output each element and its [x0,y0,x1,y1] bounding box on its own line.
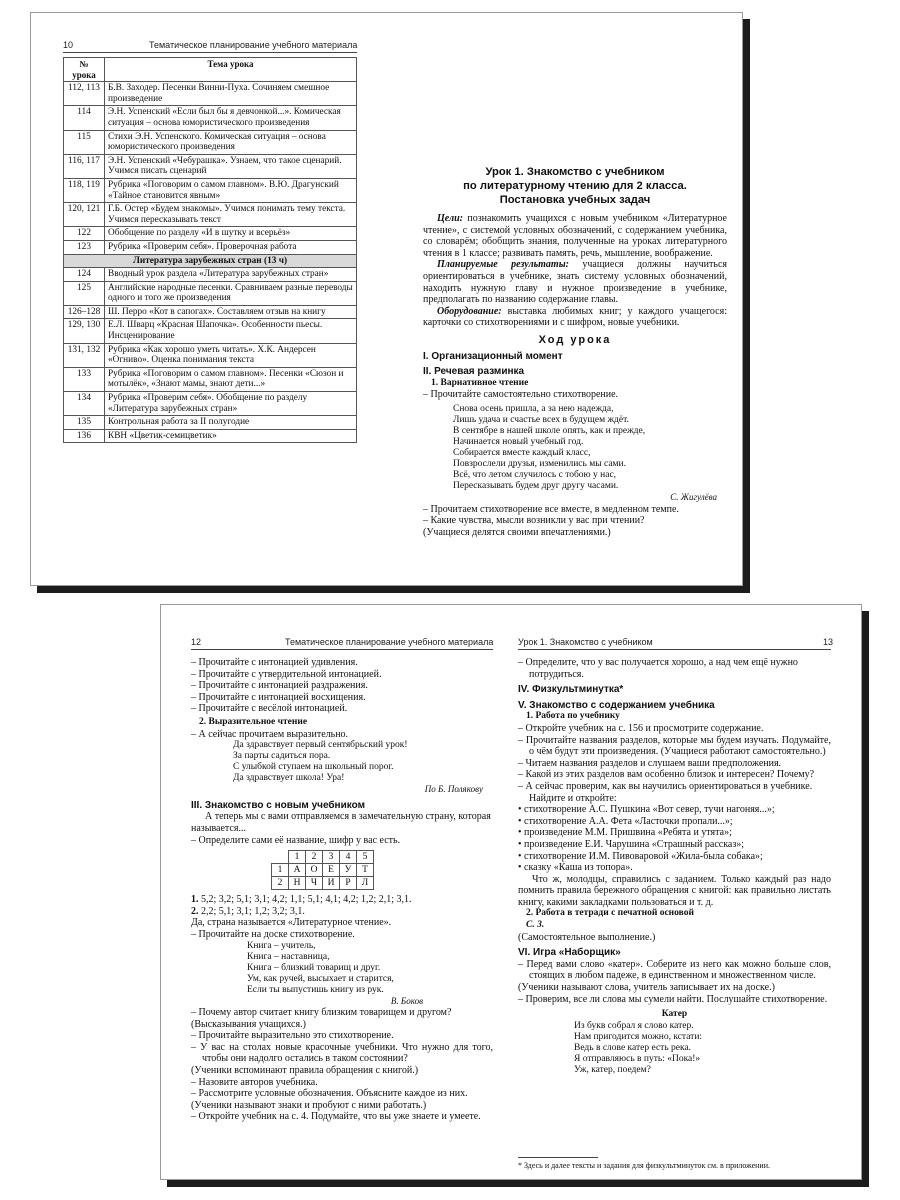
list-item [518,827,831,839]
list-item [518,804,831,816]
lesson-topic-cell: Рубрика «Как хорошо уметь читать». Х.К. Андерсен «Огниво». Оценка понимания текста [105,343,357,367]
equipment-label: Оборудование: [437,305,502,317]
cipher-cell: Ч [306,877,323,890]
instruction-line: – Прочитайте с интонацией удивления. [191,657,358,668]
poem-block [518,1021,831,1076]
cipher-cell: 1 [289,851,306,864]
lesson-number-cell: 115 [64,130,105,154]
lesson-topic-cell: Б.В. Заходер. Песенки Винни-Пуха. Сочиняем смешное произведение [105,82,357,106]
lesson-number-cell: 118, 119 [64,178,105,202]
lesson-topic-cell: Рубрика «Поговорим о самом главном». В.Ю. Драгунский «Тайное становится явным» [105,178,357,202]
subsection-heading: 2. Выразительное чтение [199,716,308,727]
poem-block [191,740,493,784]
bullet-icon: • [518,850,525,862]
instruction-line: – Прочитайте с интонацией раздражения. [191,680,368,692]
goals-paragraph [423,213,727,259]
poem-line: Снова осень пришла, а за нею надежда, [453,403,614,414]
lesson-topic-cell: Э.Н. Успенский «Чебурашка». Узнаем, что такое сценарий. Учимся писать сценарий [105,154,357,178]
table-header-row [64,58,357,82]
list-item-text: стихотворение И.М. Пивоваровой «Жила-была собака»; [524,850,763,862]
lesson-number-cell: 131, 132 [64,343,105,367]
instruction-line: – Определите сами её название, шифр у вас есть. [191,834,401,846]
lesson-topic-cell: Е.Л. Шварц «Красная Шапочка». Особенности пьесы. Инсценирование [105,319,357,343]
left-column [191,657,493,1123]
table-row [64,429,357,443]
poem-line: Повзрослели друзья, изменились мы сами. [453,458,627,469]
poem-line: Если ты выпустишь книгу из рук. [247,984,384,995]
table-row [64,416,357,430]
lesson-title-line-3: Постановка учебных задач [499,194,651,206]
footnote: * Здесь и далее тексты и задания для физкультминуток см. в приложении. [518,1161,770,1170]
page-10-sheet [30,12,743,586]
lesson-topic-cell: Рубрика «Поговорим о самом главном». Песенки «Сюзон и мотылёк», «Знают мамы, знают дети...» [105,367,357,391]
subsection-heading: 1. Вариативное чтение [431,377,529,388]
poem-line: Лишь удача и счастье всех в будущем ждёт. [453,414,629,425]
code-line-1 [191,894,493,906]
poem-line: За парты садиться пора. [233,751,331,762]
lesson-number-cell: 126–128 [64,305,105,319]
cipher-cell: 5 [357,851,374,864]
poem-line: Нам пригодится можно, кстати: [574,1031,703,1042]
cipher-cell: Т [357,864,374,877]
student-note: (Учащиеся делятся своими впечатлениями.) [423,526,611,538]
cipher-header-row [272,851,374,864]
footnote-rule [518,1157,598,1158]
lesson-topic-cell: КВН «Цветик-семицветик» [105,429,357,443]
poem-line: Начинается новый учебный год. [453,436,584,447]
lesson-topic-cell: Э.Н. Успенский «Если был бы я девчонкой...». Комическая ситуация – основа юмористического произведения [105,106,357,130]
lesson-number-cell: 136 [64,429,105,443]
equipment-paragraph [423,306,727,329]
list-item [518,816,831,828]
instruction-line: – Откройте учебник на с. 4. Подумайте, что вы уже знаете и умеете. [191,1111,481,1123]
subsection-heading: 2. Работа в тетради с печатной основой [526,908,694,919]
poem-line: Уж, катер, поедем? [574,1064,651,1075]
cipher-cell: О [306,864,323,877]
student-note: (Ученики вспоминают правила обращения с книгой.) [191,1065,419,1077]
poem-line: Да здравствует школа! Ура! [233,773,345,784]
column-header-number: № урока [64,58,105,82]
lesson-topic-cell: Вводный урок раздела «Литература зарубежных стран» [105,268,357,282]
cipher-cell: 2 [306,851,323,864]
bullet-icon: • [518,838,525,850]
goals-label: Цели: [437,213,463,224]
code-label: 1. [191,894,199,906]
answer-line: Да, страна называется «Литературное чтение». [191,917,392,929]
list-item-text: произведение М.М. Пришвина «Ребята и утята»; [524,827,732,839]
lesson-column [423,165,727,538]
page-number: 10 [63,40,74,50]
poem-title: Катер [661,1009,688,1020]
student-note: (Высказывания учащихся.) [191,1018,306,1030]
section-heading-1: I. Организационный момент [423,350,563,362]
poem-line: Всё, что летом случилось с тобою у нас, [453,469,617,480]
table-row [64,203,357,227]
running-header: Тематическое планирование учебного материала [149,40,358,50]
book-search-list [518,804,831,874]
paragraph: Что ж, молодцы, справились с заданием. Только каждый раз надо помнить правила бережного обращения с книгой: как правильно листать книгу, какими закладками пользоваться и т. д. [518,873,831,908]
poem-line: Ум, как ручей, высыхает и старится, [247,973,394,984]
instruction-line: – Рассмотрите условные обозначения. Объясните каждое из них. [191,1088,468,1100]
list-item-text: стихотворение А.А. Фета «Ласточки пропали...»; [524,815,733,827]
table-row [64,227,357,241]
results-label: Планируемые результаты: [437,259,569,271]
poem-line: Пересказывать будем друг другу часами. [453,480,619,491]
bullet-icon: • [518,862,525,874]
cipher-cell: И [323,877,340,890]
table-row [64,106,357,130]
poem-block [191,941,493,996]
table-body [64,82,357,443]
cipher-table [271,850,374,890]
lesson-number-cell: 112, 113 [64,82,105,106]
student-note: (Ученики называют знаки и пробуют с ними работать.) [191,1099,427,1111]
code-line-2 [191,906,493,918]
cipher-cell: Р [340,877,357,890]
lesson-number-cell: 123 [64,240,105,254]
student-note: (Ученики называют слова, учитель записывает их на доске.) [518,982,775,994]
lesson-topic-cell: Стихи Э.Н. Успенского. Комическая ситуация – основа юмористического произведения [105,130,357,154]
header-rule [63,52,357,53]
lesson-flow-heading: Ход урока [538,333,612,346]
poem-line: Ведь в слове катер есть река. [574,1042,692,1053]
instruction-line: – Прочитайте названия разделов, которые мы будем изучать. Подумайте, о чём будут эти произведения. (Учащиеся работают самостоятельно.) [518,734,831,758]
running-header-right: Урок 1. Знакомство с учебником [518,637,653,647]
instruction-line: – Проверим, все ли слова мы сумели найти. Послушайте стихотворение. [518,993,828,1005]
lesson-number-cell: 135 [64,416,105,430]
poem-block [423,404,727,492]
lesson-title-line-2: по литературному чтению для 2 класса. [463,180,687,192]
results-paragraph [423,259,727,305]
page-12-13-spread [160,604,862,1180]
instruction-line: – Прочитайте самостоятельно стихотворение. [423,389,619,401]
code-label: 2. [191,905,199,917]
section-heading-6: VI. Игра «Наборщик» [518,947,621,959]
lesson-topic-cell: Г.Б. Остер «Будем знакомы». Учимся понимать тему текста. Учимся пересказывать текст [105,203,357,227]
instruction-line: – Прочитаем стихотворение все вместе, в медленном темпе. [423,503,679,515]
list-item-text: стихотворение А.С. Пушкина «Вот север, тучи нагоняя...»; [524,804,775,816]
cipher-cell: 1 [272,864,289,877]
lesson-topic-cell: Обобщение по разделу «И в шутку и всерьёз» [105,227,357,241]
instruction-line: – А сейчас проверим, как вы научились ориентироваться в учебнике. Найдите и откройте: [518,780,813,804]
column-header-topic: Тема урока [105,58,357,82]
instruction-line: – Определите, что у вас получается хорошо, а над чем ещё нужно потрудиться. [518,657,798,680]
cipher-cell: У [340,864,357,877]
lesson-number-cell: 124 [64,268,105,282]
lesson-number-cell: 134 [64,392,105,416]
table-row [64,154,357,178]
code-values: 2,2; 5,1; 3,1; 1,2; 3,2; 3,1. [198,905,305,917]
poem-author: По Б. Полякову [424,784,483,795]
cipher-cell: Н [289,877,306,890]
instruction-line: – Прочитайте на доске стихотворение. [191,928,355,940]
cipher-cell [272,851,289,864]
page-number-left: 12 [191,637,202,647]
instruction-line: – А сейчас прочитаем выразительно. [191,728,349,740]
poem-line: Да здравствует первый сентябрьский урок! [233,740,408,751]
table-row [64,130,357,154]
cipher-cell: 3 [323,851,340,864]
code-values: 5,2; 3,2; 5,1; 3,1; 4,2; 1,1; 5,1; 4,1; 4,2; 1,2; 2,1; 3,1. [198,894,412,906]
lesson-number-cell: 120, 121 [64,203,105,227]
poem-line: С улыбкой ступаем на школьный порог. [233,762,394,773]
workbook-page-ref: С. 3. [526,920,545,931]
poem-line: Книга – наставница, [247,951,330,962]
table-row [64,240,357,254]
table-row [64,319,357,343]
lesson-topic-cell: Контрольная работа за II полугодие [105,416,357,430]
lesson-number-cell: 122 [64,227,105,241]
cipher-cell: А [289,864,306,877]
lesson-title-line-1: Урок 1. Знакомство с учебником [485,166,665,178]
instruction-line: – Прочитайте с утвердительной интонацией. [191,668,382,680]
table-row [64,281,357,305]
table-row [64,343,357,367]
goals-text: познакомить учащихся с новым учебником «Литературное чтение», с системой условных обозначений, с содержанием учебника, со словарём; обобщить знания, полученные на уроках литературного чтения в 1 классе; развивать память, речь, мышление, воображение. [423,213,727,259]
instruction-line: – Откройте учебник на с. 156 и просмотрите содержание. [518,722,764,734]
table-section-label: Литература зарубежных стран (13 ч) [64,254,357,268]
table-row [64,305,357,319]
lesson-topic-cell: Ш. Перро «Кот в сапогах». Составляем отзыв на книгу [105,305,357,319]
list-item [518,851,831,863]
instruction-line: – Перед вами слово «катер». Соберите из него как можно больше слов, стоящих в любом падеже, в единственном и множественном числе. [518,958,831,982]
table-row [64,268,357,282]
lesson-number-cell: 129, 130 [64,319,105,343]
lesson-number-cell: 114 [64,106,105,130]
instruction-line: – У вас на столах новые красочные учебники. Что нужно для того, чтобы они надолго остались в таком состоянии? [191,1041,493,1065]
lesson-plan-table [63,57,357,443]
bullet-icon: • [518,827,525,839]
section-heading-2: II. Речевая разминка [423,366,525,378]
instruction-line: – Прочитайте выразительно это стихотворение. [191,1030,394,1042]
poem-line: Книга – близкий товарищ и друг. [247,962,381,973]
section-heading-5: V. Знакомство с содержанием учебника [518,699,715,711]
poem-line: Книга – учитель, [247,940,316,951]
running-header-left: Тематическое планирование учебного материала [285,637,494,647]
poem-line: Из букв собрал я слово катер. [574,1020,694,1031]
cipher-cell: 4 [340,851,357,864]
list-item [518,862,831,874]
table-row [64,82,357,106]
cipher-cell: Л [357,877,374,890]
cipher-row [272,864,374,877]
results-text: учащиеся должны научиться ориентироваться в учебнике, знать систему условных обозначений, находить нужную главу и нужное произведение в учебнике, предполагать по названию содержание главы. [423,259,727,306]
table-section-row [64,254,357,268]
section-heading-4: IV. Физкультминутка* [518,684,624,696]
poem-line: Собирается вместе каждый класс, [453,447,591,458]
instruction-line: – Какие чувства, мысли возникли у вас при чтении? [423,515,645,527]
instruction-line: – Почему автор считает книгу близким товарищем и другом? [191,1007,452,1019]
poem-line: Я отправляюсь в путь: «Пока!» [574,1053,701,1064]
paragraph: А теперь мы с вами отправляемся в замечательную страну, которая называется... [191,811,491,834]
cipher-cell: Е [323,864,340,877]
right-column [518,657,831,1076]
instruction-line: – Назовите авторов учебника. [191,1076,318,1088]
table-row [64,178,357,202]
list-item [518,839,831,851]
lesson-number-cell: 133 [64,367,105,391]
table-row [64,392,357,416]
poem-author: С. Жигулёва [670,491,717,502]
bullet-icon: • [518,815,525,827]
instruction-line: – Какой из этих разделов вам особенно близок и интересен? Почему? [518,769,815,781]
page-number-right: 13 [823,637,834,647]
cipher-cell: 2 [272,877,289,890]
section-heading-3: III. Знакомство с новым учебником [191,799,365,811]
student-note: (Самостоятельное выполнение.) [518,931,656,943]
header-rule-left [191,649,493,650]
table-row [64,367,357,391]
lesson-number-cell: 116, 117 [64,154,105,178]
lesson-number-cell: 125 [64,281,105,305]
lesson-topic-cell: Рубрика «Проверим себя». Проверочная работа [105,240,357,254]
instruction-line: – Читаем названия разделов и слушаем ваши предположения. [518,757,782,769]
list-item-text: сказку «Каша из топора». [524,862,633,874]
subsection-heading: 1. Работа по учебнику [526,711,620,722]
bullet-icon: • [518,804,525,816]
poem-line: В сентябре в нашей школе опять, как и прежде, [453,425,646,436]
instruction-line: – Прочитайте с интонацией восхищения. [191,691,366,703]
equipment-text: выставка любимых книг; у каждого учащегося: карточки со стихотворениями и с шифром, новые учебники. [423,305,727,329]
poem-author: В. Боков [390,995,423,1006]
list-item-text: произведение Е.И. Чарушина «Страшный рассказ»; [524,838,745,850]
lesson-topic-cell: Английские народные песенки. Сравниваем разные переводы одного и того же произведения [105,281,357,305]
header-rule-right [518,649,831,650]
instruction-line: – Прочитайте с весёлой интонацией. [191,703,348,715]
cipher-row [272,877,374,890]
lesson-topic-cell: Рубрика «Проверим себя». Обобщение по разделу «Литература зарубежных стран» [105,392,357,416]
